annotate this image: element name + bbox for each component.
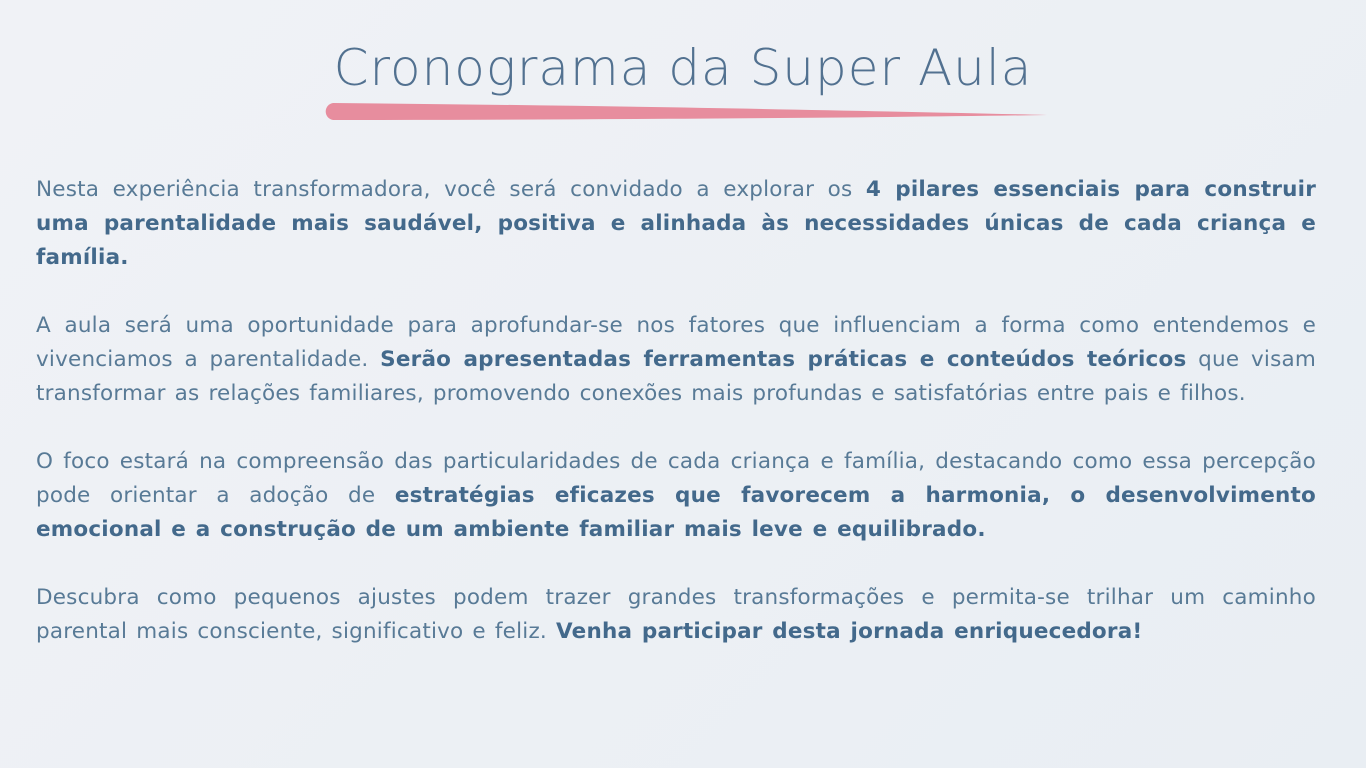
paragraph (36, 581, 1316, 649)
paragraph (36, 309, 1316, 411)
text-segment: A aula será uma oportunidade para aprofundar-se nos fatores que influenciam a forma como entendemos e vivenciamos a parentalidade. (36, 313, 1316, 372)
page-title: Cronograma da Super Aula (333, 39, 1033, 97)
bold-segment: estratégias eficazes que favorecem a harmonia, o desenvolvimento emocional e a construção de um ambiente familiar mais leve e equilibrado. (36, 483, 1316, 542)
text-segment: Descubra como pequenos ajustes podem trazer grandes transformações e permita-se trilhar um caminho parental mais consciente, significativo e feliz. (36, 585, 1316, 644)
header (0, 0, 1366, 121)
paragraph (36, 173, 1316, 275)
title-underline-swoosh (317, 100, 1050, 121)
text-segment: O foco estará na compreensão das particularidades de cada criança e família, destacando como essa percepção pode orientar a adoção de (36, 449, 1316, 508)
bold-segment: Venha participar desta jornada enriquecedora! (556, 619, 1143, 644)
paragraph (36, 445, 1316, 547)
body-text (36, 173, 1316, 649)
bold-segment: Serão apresentadas ferramentas práticas e conteúdos teóricos (380, 347, 1187, 372)
text-segment: que visam transformar as relações familiares, promovendo conexões mais profundas e satisfatórias entre pais e filhos. (36, 347, 1316, 406)
bold-segment: 4 pilares essenciais para construir uma parentalidade mais saudável, positiva e alinhada às necessidades únicas de cada criança e família. (36, 177, 1316, 270)
text-segment: Nesta experiência transformadora, você será convidado a explorar os (36, 177, 866, 202)
